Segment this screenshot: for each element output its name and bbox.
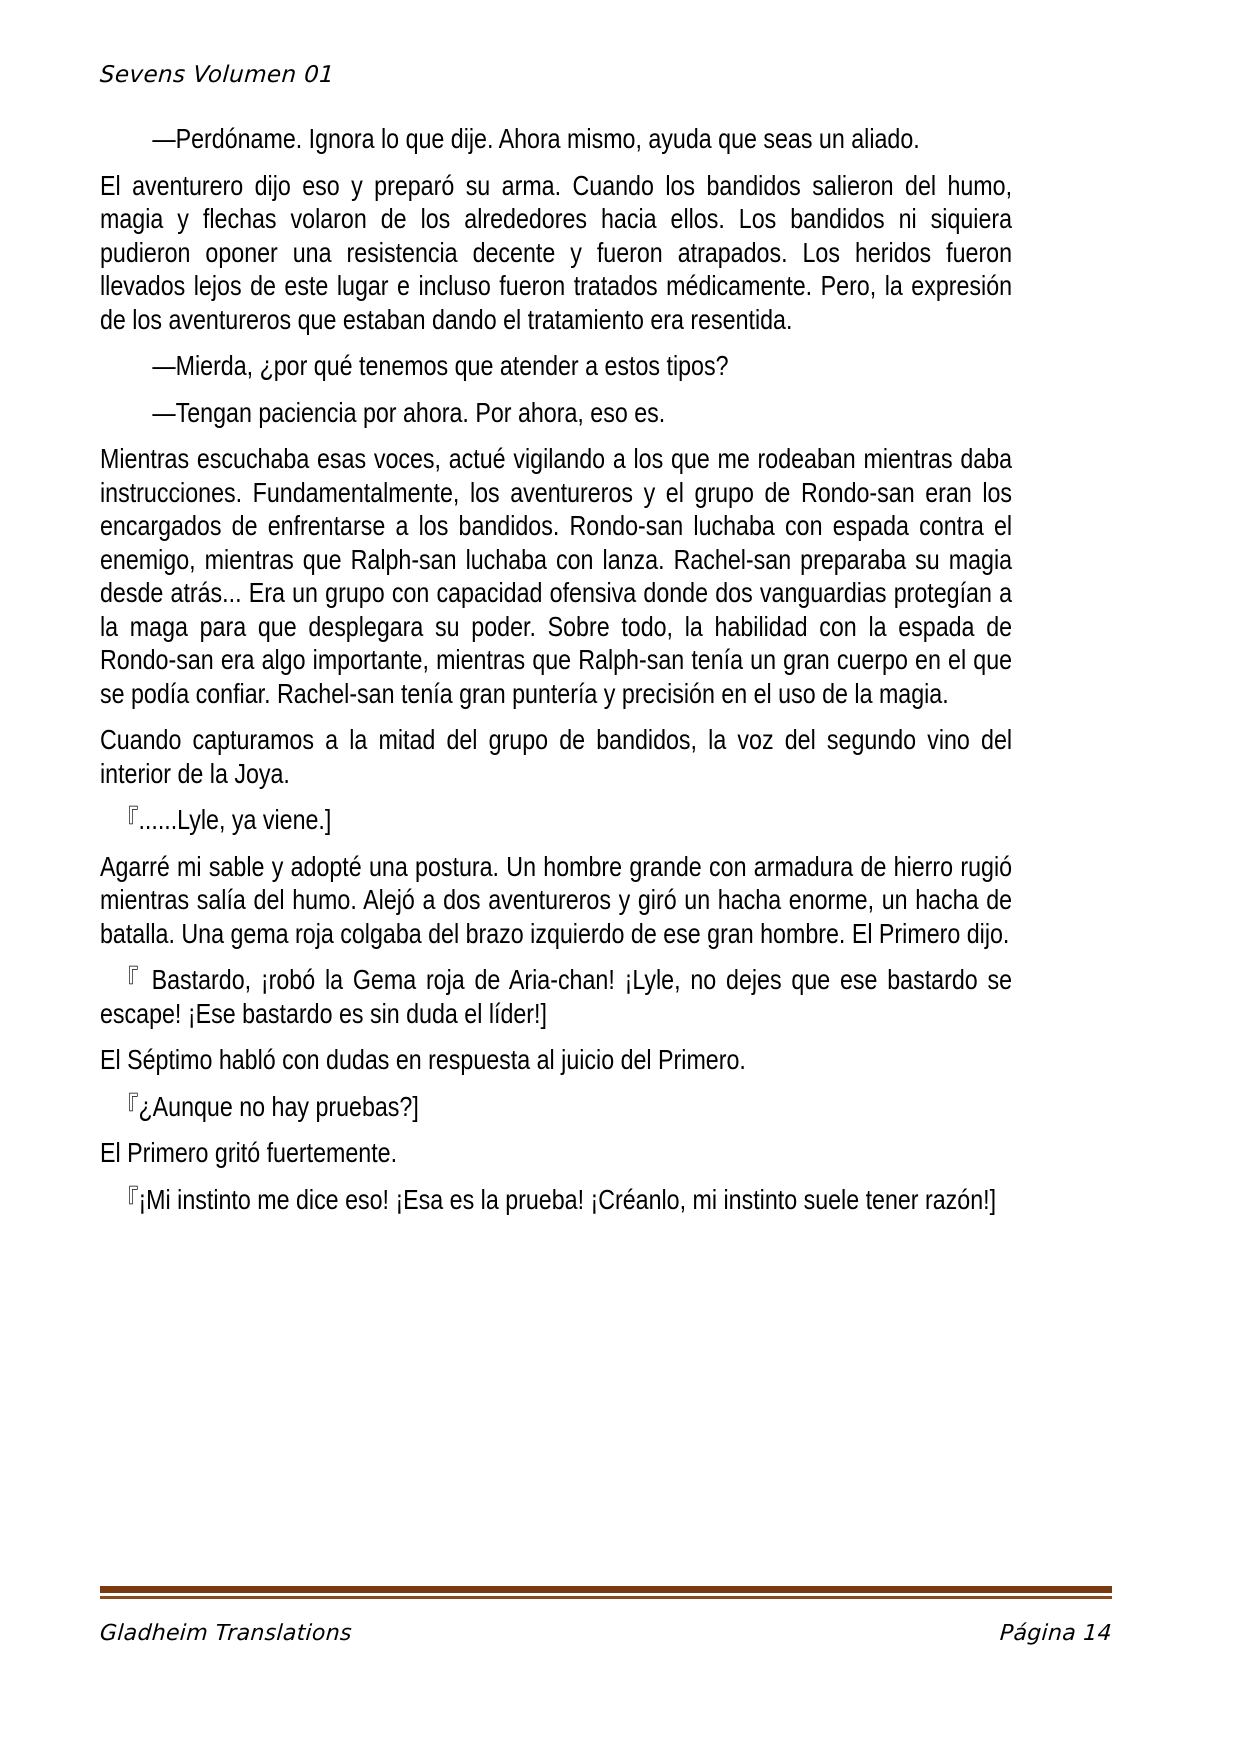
footer-translator-credit: Gladheim Translations	[99, 1621, 353, 1646]
page-header	[100, 62, 1110, 102]
page-footer	[100, 1586, 1112, 1646]
footer-page-number: Página 14	[999, 1621, 1113, 1646]
paragraph: El Séptimo habló con dudas en respuesta al juicio del Primero.	[100, 1044, 746, 1075]
footer-rule-thin	[100, 1596, 1112, 1599]
paragraph: 『......Lyle, ya viene.]	[115, 804, 332, 835]
paragraph: El aventurero dijo eso y preparó su arma. Cuando los bandidos salieron del humo, magia y flechas volaron de los alrededores hacia ellos. Los bandidos ni siquiera pudieron oponer una resistencia decente y fueron atrapados. Los heridos fueron llevados lejos de este lugar e incluso fueron tratados médicamente. Pero, la expresión de los aventureros que estaban dando el tratamiento era resentida.	[100, 169, 1013, 335]
paragraph: —Perdóname. Ignora lo que dije. Ahora mismo, ayuda que seas un aliado.	[152, 123, 920, 154]
paragraph: Agarré mi sable y adopté una postura. Un hombre grande con armadura de hierro rugió mientras salía del humo. Alejó a dos aventureros y giró un hacha enorme, un hacha de batalla. Una gema roja colgaba del brazo izquierdo de ese gran hombre. El Primero dijo.	[100, 850, 1013, 949]
footer-content-row	[100, 1621, 1112, 1646]
paragraph: 『¿Aunque no hay pruebas?]	[115, 1090, 419, 1122]
footer-divider	[100, 1586, 1112, 1599]
paragraph: Mientras escuchaba esas voces, actué vigilando a los que me rodeaban mientras daba instrucciones. Fundamentalmente, los aventureros y el grupo de Rondo-san eran los encargados de enfrentarse a los bandidos. Rondo-san luchaba con espada contra el enemigo, mientras que Ralph-san luchaba con lanza. Rachel-san preparaba su magia desde atrás... Era un grupo con capacidad ofensiva donde dos vanguardias protegían a la maga para que desplegara su poder. Sobre todo, la habilidad con la espada de Rondo-san era algo importante, mientras que Ralph-san tenía un gran cuerpo en el que se podía confiar. Rachel-san tenía gran puntería y precisión en el uso de la magia.	[100, 443, 1013, 709]
footer-rule-thick	[100, 1586, 1112, 1593]
paragraph: 『¡Mi instinto me dice eso! ¡Esa es la prueba! ¡Créanlo, mi instinto suele tener razón!]	[115, 1183, 997, 1215]
paragraph: 『 Bastardo, ¡robó la Gema roja de Aria-chan! ¡Lyle, no dejes que ese bastardo se escape! ¡Ese bastardo es sin duda el líder!]	[100, 964, 1013, 1029]
paragraph: Cuando capturamos a la mitad del grupo de bandidos, la voz del segundo vino del interior de la Joya.	[100, 724, 1013, 789]
paragraph: El Primero gritó fuertemente.	[100, 1137, 398, 1168]
paragraph: —Tengan paciencia por ahora. Por ahora, eso es.	[152, 396, 666, 428]
body-text-column	[100, 122, 1012, 1229]
header-title: Sevens Volumen 01	[99, 62, 336, 88]
paragraph: —Mierda, ¿por qué tenemos que atender a estos tipos?	[152, 350, 729, 381]
